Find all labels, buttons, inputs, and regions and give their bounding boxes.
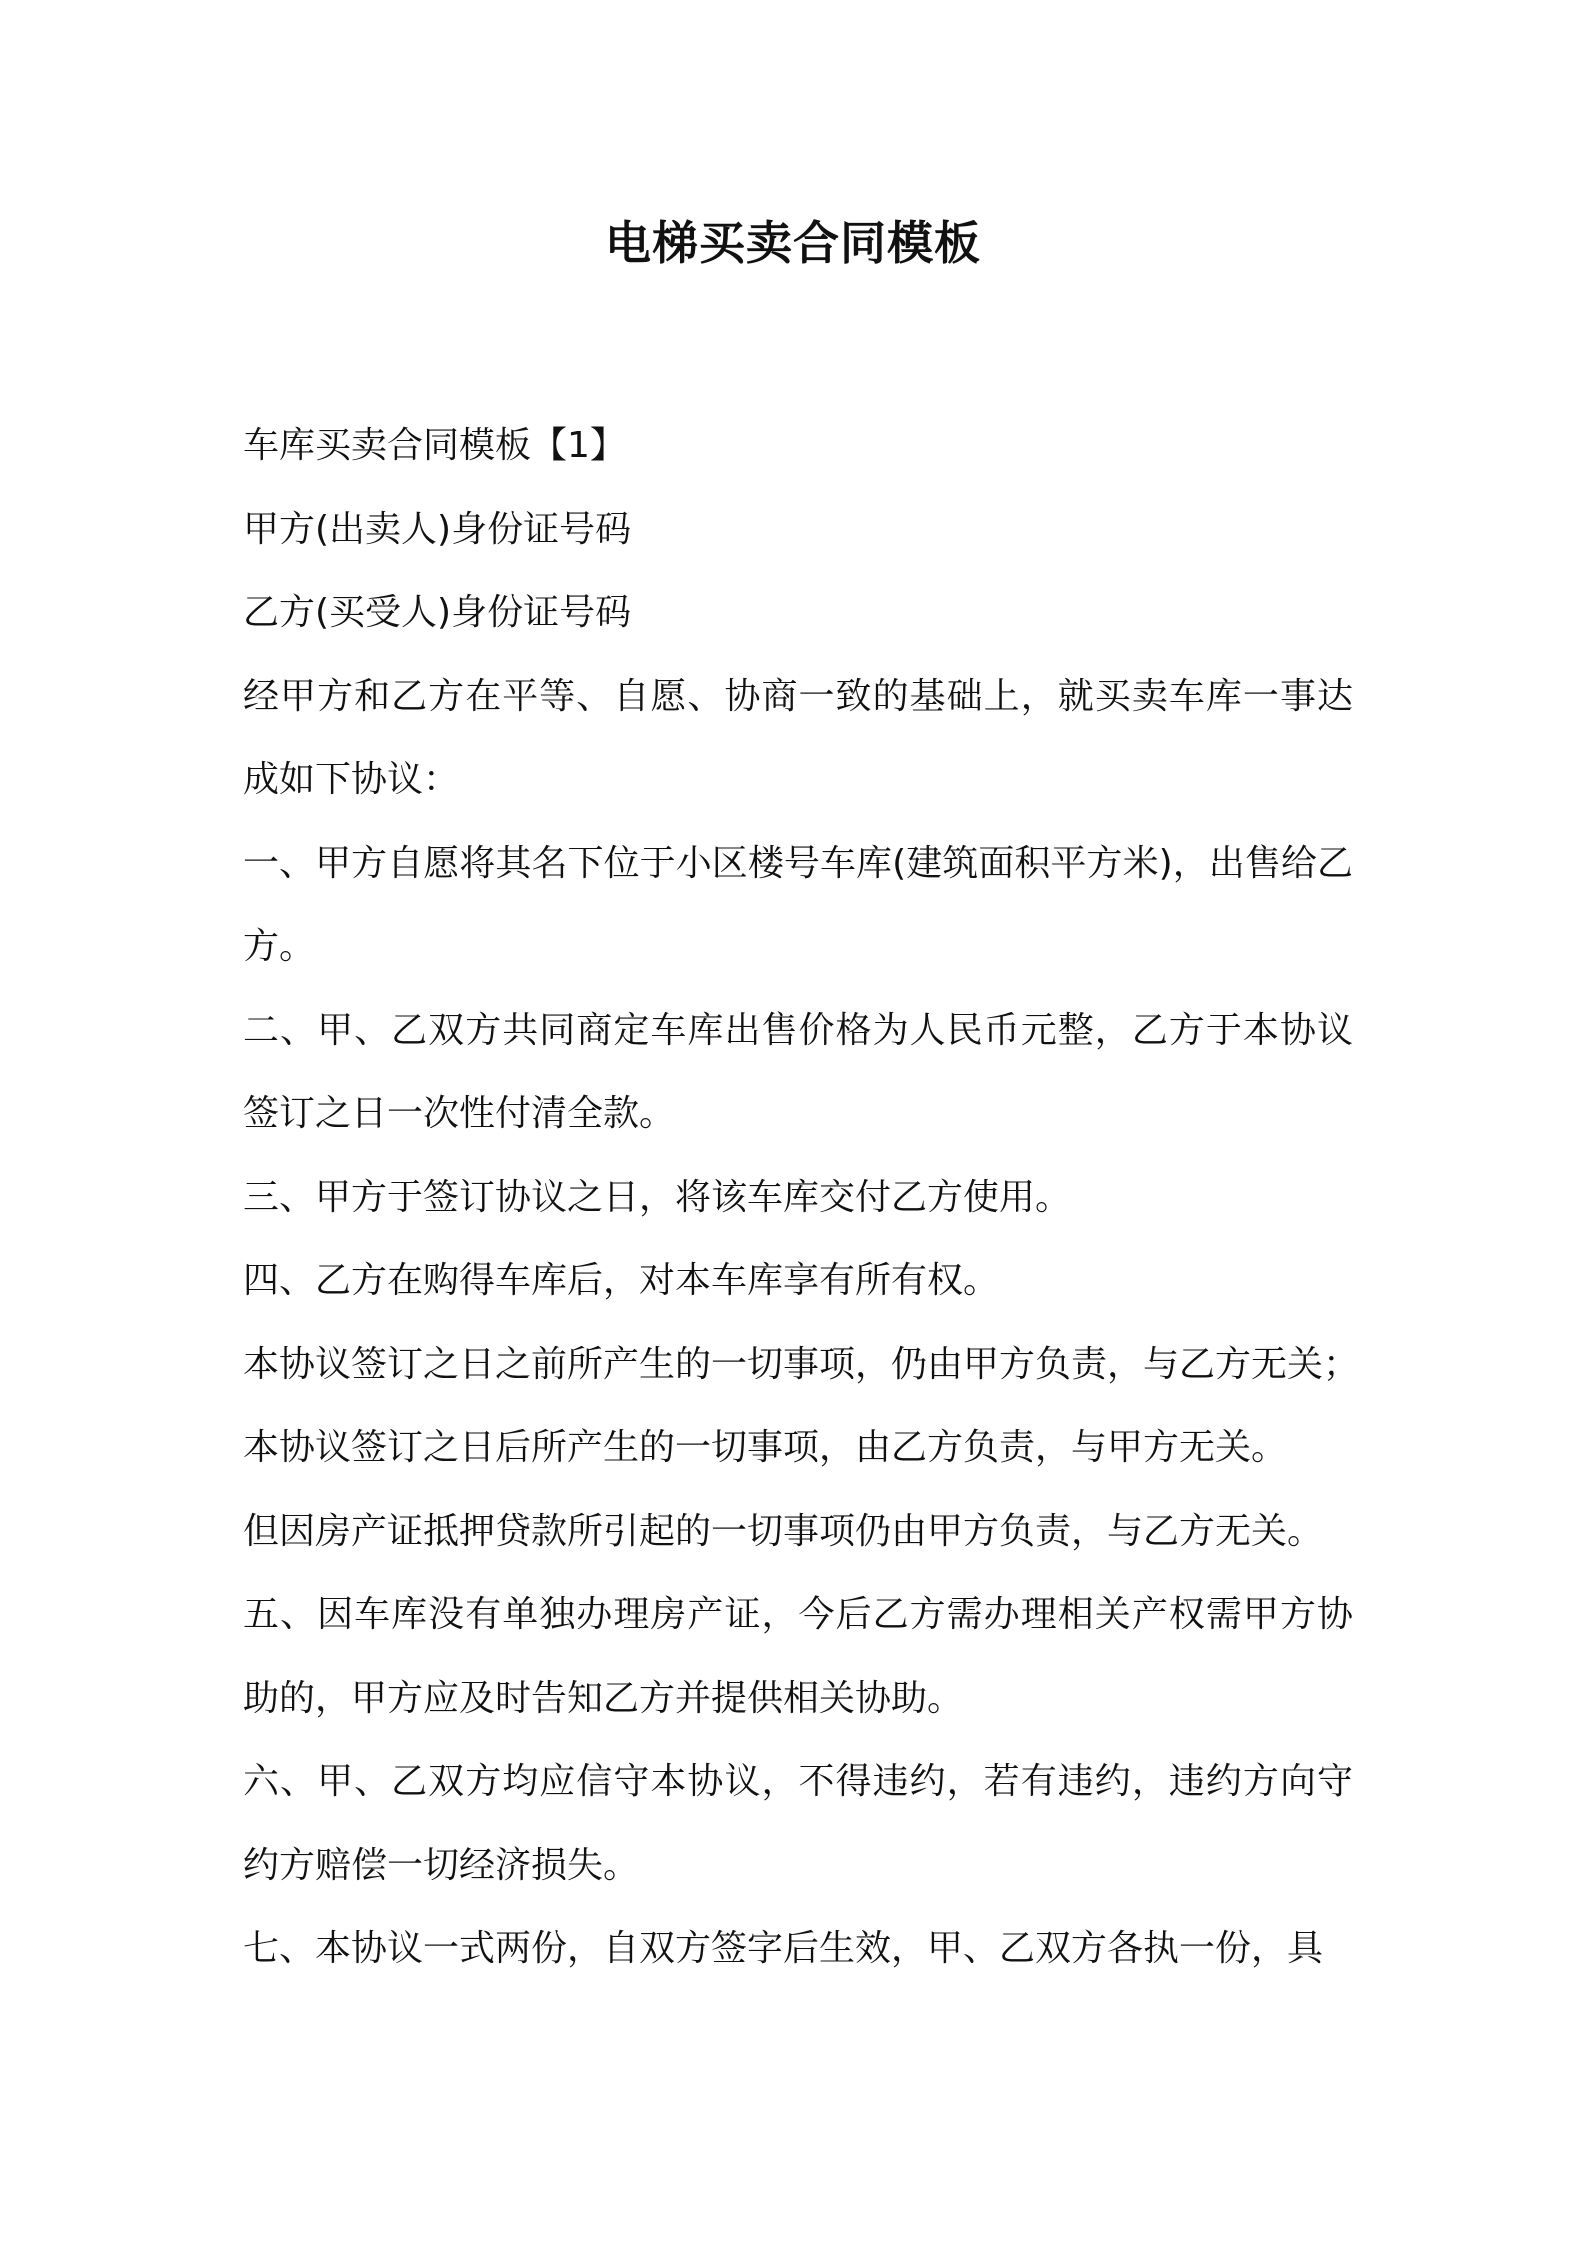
party-a-line: 甲方(出卖人)身份证号码 [243, 508, 632, 550]
clause-4-detail-after: 本协议签订之日后所产生的一切事项，由乙方负责，与甲方无关。 [243, 1427, 1288, 1468]
section-heading: 车库买卖合同模板【1】 [243, 425, 626, 466]
party-b-line: 乙方(买受人)身份证号码 [243, 592, 632, 633]
clause-4: 四、乙方在购得车库后，对本车库享有所有权。 [243, 1260, 1000, 1301]
clause-6: 六、甲、乙双方均应信守本协议，不得违约，若有违约，违约方向守约方赔偿一切经济损失。 [243, 1761, 1353, 1886]
document-body [243, 404, 1360, 1991]
clause-5: 五、因车库没有单独办理房产证，今后乙方需办理相关产权需甲方协助的，甲方应及时告知乙方并提供相关协助。 [243, 1594, 1353, 1719]
document-title: 电梯买卖合同模板 [605, 216, 981, 270]
clause-4-detail-mortgage: 但因房产证抵押贷款所引起的一切事项仍由甲方负责，与乙方无关。 [243, 1510, 1324, 1552]
clause-2: 二、甲、乙双方共同商定车库出售价格为人民币元整，乙方于本协议签订之日一次性付清全款。 [243, 1009, 1353, 1134]
clause-3: 三、甲方于签订协议之日，将该车库交付乙方使用。 [243, 1176, 1072, 1218]
preamble-paragraph: 经甲方和乙方在平等、自愿、协商一致的基础上，就买卖车库一事达成如下协议： [243, 675, 1353, 800]
clause-1: 一、甲方自愿将其名下位于小区楼号车库(建筑面积平方米)，出售给乙方。 [243, 842, 1353, 967]
clause-4-detail-before: 本协议签订之日之前所产生的一切事项，仍由甲方负责，与乙方无关； [243, 1343, 1360, 1385]
clause-7: 七、本协议一式两份，自双方签字后生效，甲、乙双方各执一份，具 [243, 1928, 1324, 1969]
